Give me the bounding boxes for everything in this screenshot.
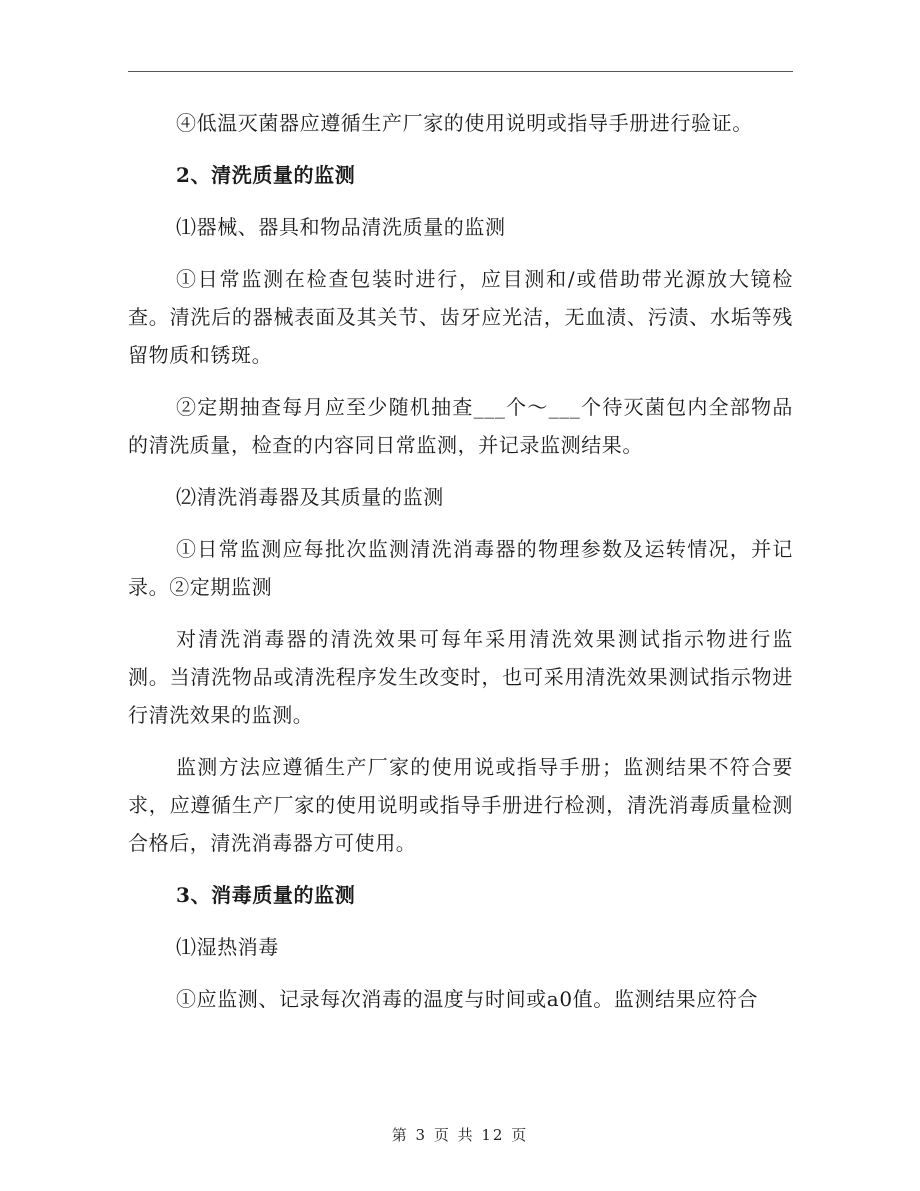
section-heading-disinfection-quality: 3、消毒质量的监测 bbox=[176, 883, 356, 907]
document-body bbox=[128, 104, 793, 1018]
subheading-moist-heat: ⑴湿热消毒 bbox=[176, 935, 279, 959]
paragraph-batch-monitoring: ①日常监测应每批次监测清洗消毒器的物理参数及运转情况，并记录。②定期监测 bbox=[128, 537, 793, 599]
paragraph-sterilizer-validation: ④低温灭菌器应遵循生产厂家的使用说明或指导手册进行验证。 bbox=[176, 111, 753, 135]
paragraph-annual-indicator: 对清洗消毒器的清洗效果可每年采用清洗效果测试指示物进行监测。当清洗物品或清洗程序发生改变时，也可采用清洗效果测试指示物进行清洗效果的监测。 bbox=[128, 627, 793, 727]
paragraph-temperature-record: ①应监测、记录每次消毒的温度与时间或a0值。监测结果应符合 bbox=[176, 987, 759, 1011]
section-heading-cleaning-quality: 2、清洗质量的监测 bbox=[176, 163, 356, 187]
paragraph-periodic-sampling: ②定期抽查每月应至少随机抽查___个～___个待灭菌包内全部物品的清洗质量，检查的内容同日常监测，并记录监测结果。 bbox=[128, 395, 793, 457]
paragraph-daily-monitoring: ①日常监测在检查包装时进行，应目测和/或借助带光源放大镜检查。清洗后的器械表面及其关节、齿牙应光洁，无血渍、污渍、水垢等残留物质和锈斑。 bbox=[128, 267, 793, 367]
subheading-washer-disinfector: ⑵清洗消毒器及其质量的监测 bbox=[176, 485, 444, 509]
subheading-instrument-cleaning: ⑴器械、器具和物品清洗质量的监测 bbox=[176, 215, 506, 239]
page-footer: 第 3 页 共 12 页 bbox=[391, 1126, 529, 1144]
header-rule bbox=[128, 71, 793, 72]
paragraph-monitoring-method: 监测方法应遵循生产厂家的使用说或指导手册；监测结果不符合要求，应遵循生产厂家的使用说明或指导手册进行检测，清洗消毒质量检测合格后，清洗消毒器方可使用。 bbox=[128, 755, 793, 855]
